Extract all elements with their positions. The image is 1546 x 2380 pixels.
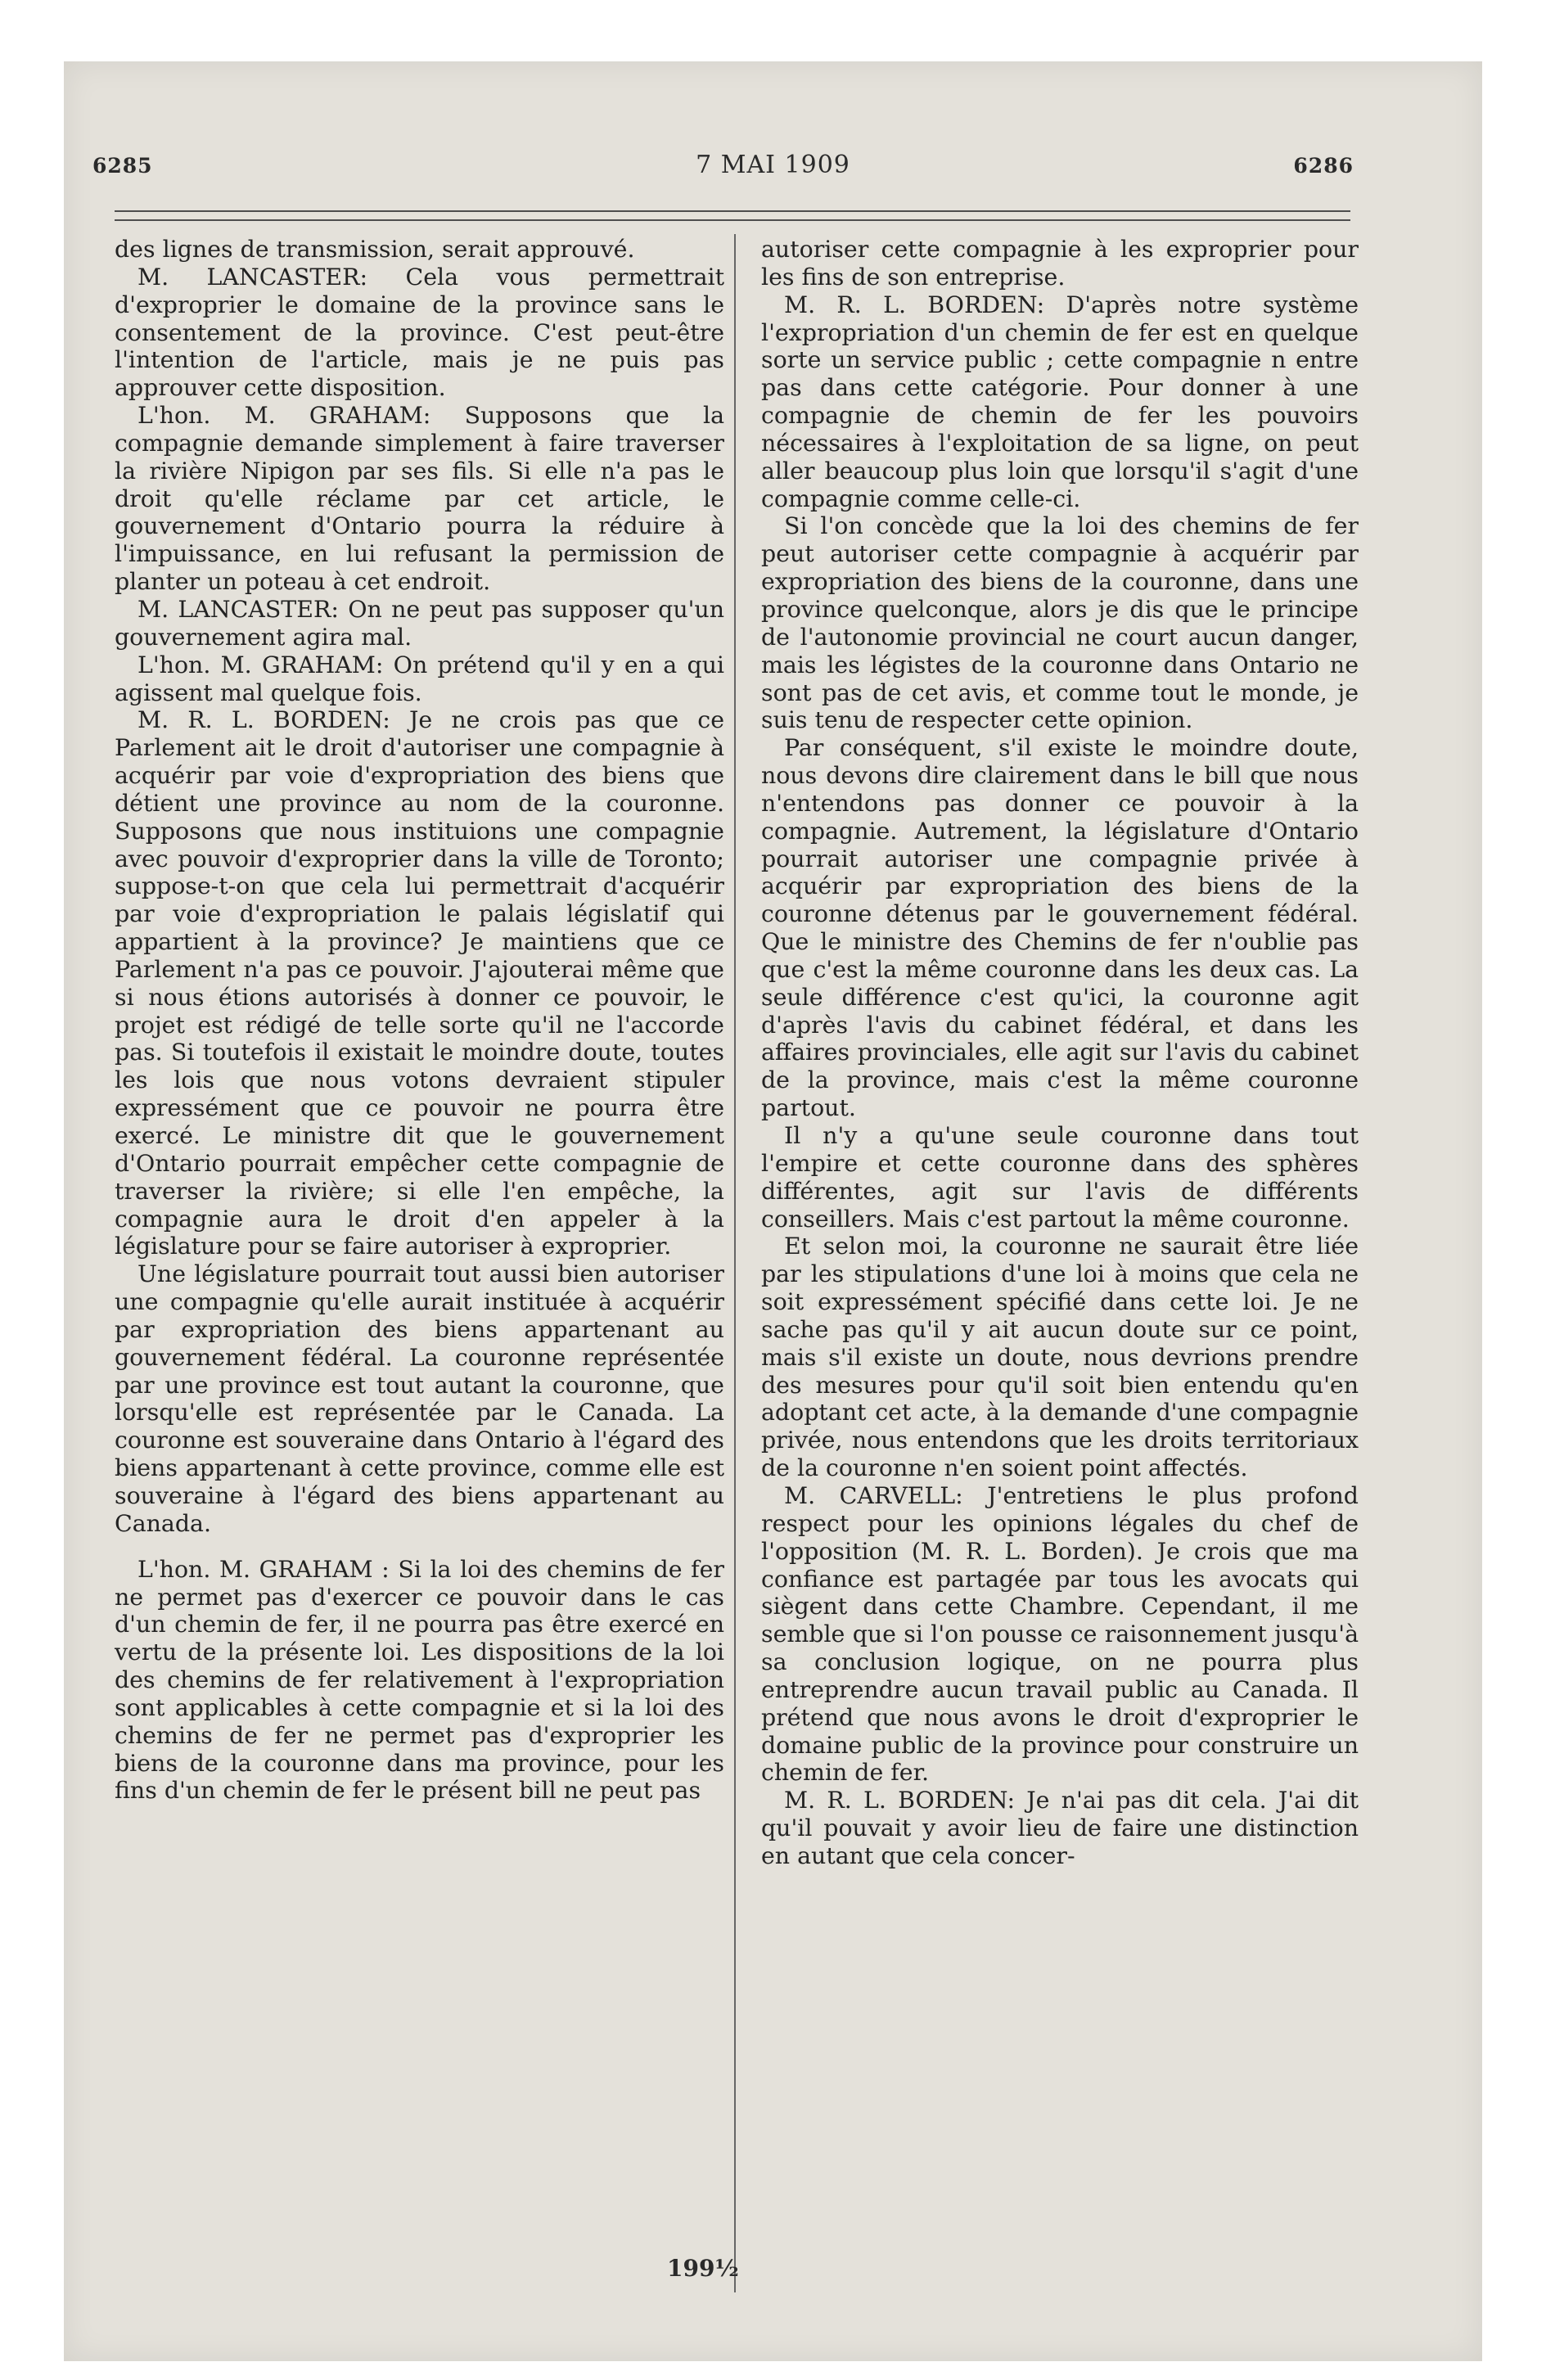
paragraph: autoriser cette compagnie à les exproprier pour les fins de son entreprise. [761, 236, 1359, 291]
paragraph: M. R. L. BORDEN: Je ne crois pas que ce Parlement ait le droit d'autoriser une compagnie à acquérir par voie d'expropriation des biens que détient une province au nom de la couronne. Supposons que nous instituions une compagnie avec pouvoir d'exproprier dans la ville de Toronto; suppose-t-on que cela lui permettrait d'acquérir par voie d'expropriation le palais législatif qui appartient à la province? Je maintiens que ce Parlement n'a pas ce pouvoir. J'ajouterai même que si nous étions autorisés à donner ce pouvoir, le projet est rédigé de telle sorte qu'il ne l'accorde pas. Si toutefois il existait le moindre doute, toutes les lois que nous votons devraient stipuler expressément que ce pouvoir ne pourra être exercé. Le ministre dit que le gouvernement d'Ontario pourrait empêcher cette compagnie de traverser la rivière; si elle l'en empêche, la compagnie aura le droit d'en appeler à la législature pour se faire autoriser à exproprier. [115, 706, 724, 1260]
paragraph: Et selon moi, la couronne ne saurait être liée par les stipulations d'une loi à moins que cela ne soit expressément spécifié dans cette loi. Je ne sache pas qu'il y ait aucun doute sur ce point, mais s'il existe un doute, nous devrions prendre des mesures pour qu'il soit bien entendu qu'en adoptant cet acte, à la demande d'une compagnie privée, nous entendons que les droits territoriaux de la couronne n'en soient point affectés. [761, 1233, 1359, 1482]
left-column [115, 236, 724, 1805]
page-number-left: 6285 [92, 154, 153, 178]
paragraph: M. LANCASTER: Cela vous permettrait d'exproprier le domaine de la province sans le consentement de la province. C'est peut-être l'intention de l'article, mais je ne puis pas approuver cette disposition. [115, 263, 724, 402]
folio-number: 199½ [667, 2255, 739, 2282]
paragraph: L'hon. M. GRAHAM: Supposons que la compagnie demande simplement à faire traverser la rivière Nipigon par ses fils. Si elle n'a pas le droit qu'elle réclame par cet article, le gouvernement d'Ontario pourra la réduire à l'impuissance, en lui refusant la permission de planter un poteau à cet endroit. [115, 402, 724, 596]
header-rule-bottom [115, 219, 1350, 221]
paragraph: Par conséquent, s'il existe le moindre doute, nous devons dire clairement dans le bill que nous n'entendons pas donner ce pouvoir à la compagnie. Autrement, la législature d'Ontario pourrait autoriser une compagnie privée à acquérir par expropriation des biens de la couronne détenus par le gouvernement fédéral. Que le ministre des Chemins de fer n'oublie pas que c'est la même couronne dans les deux cas. La seule différence c'est qu'ici, la couronne agit d'après l'avis du cabinet fédéral, et dans les affaires provinciales, elle agit sur l'avis du cabinet de la province, mais c'est la même couronne partout. [761, 734, 1359, 1122]
paragraph: Une législature pourrait tout aussi bien autoriser une compagnie qu'elle aurait instituée à acquérir par expropriation des biens appartenant au gouvernement fédéral. La couronne représentée par une province est tout autant la couronne, que lorsqu'elle est représentée par le Canada. La couronne est souveraine dans Ontario à l'égard des biens appartenant à cette province, comme elle est souveraine à l'égard des biens appartenant au Canada. [115, 1260, 724, 1537]
paragraph: M. R. L. BORDEN: D'après notre système l'expropriation d'un chemin de fer est en quelque sorte un service public ; cette compagnie n entre pas dans cette catégorie. Pour donner à une compagnie de chemin de fer les pouvoirs nécessaires à l'exploitation de sa ligne, on peut aller beaucoup plus loin que lorsqu'il s'agit d'une compagnie comme celle-ci. [761, 291, 1359, 512]
paragraph: M. CARVELL: J'entretiens le plus profond respect pour les opinions légales du chef de l'opposition (M. R. L. Borden). Je crois que ma confiance est partagée par tous les avocats qui siègent dans cette Chambre. Cependant, il me semble que si l'on pousse ce raisonnement jusqu'à sa conclusion logique, on ne pourra plus entreprendre aucun travail public au Canada. Il prétend que nous avons le droit d'exproprier le domaine public de la province pour construire un chemin de fer. [761, 1481, 1359, 1787]
right-column [761, 236, 1359, 1870]
page-number-right: 6286 [1293, 154, 1354, 178]
paragraph: L'hon. M. GRAHAM : Si la loi des chemins de fer ne permet pas d'exercer ce pouvoir dans le cas d'un chemin de fer, il ne pourra pas être exercé en vertu de la présente loi. Les dispositions de la loi des chemins de fer relativement à l'expropriation sont applicables à cette compagnie et si la loi des chemins de fer ne permet pas d'exproprier les biens de la couronne dans ma province, pour les fins d'un chemin de fer le présent bill ne peut pas [115, 1555, 724, 1805]
paragraph: des lignes de transmission, serait approuvé. [115, 236, 635, 263]
paragraph: M. R. L. BORDEN: Je n'ai pas dit cela. J'ai dit qu'il pouvait y avoir lieu de faire une distinction en autant que cela concer- [761, 1787, 1359, 1869]
paragraph: Si l'on concède que la loi des chemins de fer peut autoriser cette compagnie à acquérir par expropriation des biens de la couronne, dans une province quelconque, alors je dis que le principe de l'autonomie provincial ne court aucun danger, mais les légistes de la couronne dans Ontario ne sont pas de cet avis, et comme tout le monde, je suis tenu de respecter cette opinion. [761, 512, 1359, 734]
column-divider [734, 234, 736, 2292]
paragraph: L'hon. M. GRAHAM: On prétend qu'il y en a qui agissent mal quelque fois. [115, 651, 724, 706]
paragraph: M. LANCASTER: On ne peut pas supposer qu'un gouvernement agira mal. [115, 595, 724, 651]
header-rule-top [115, 210, 1350, 212]
page-date: 7 MAI 1909 [696, 151, 850, 179]
paragraph: Il n'y a qu'une seule couronne dans tout l'empire et cette couronne dans des sphères différentes, agit sur l'avis de différents conseillers. Mais c'est partout la même couronne. [761, 1122, 1359, 1233]
